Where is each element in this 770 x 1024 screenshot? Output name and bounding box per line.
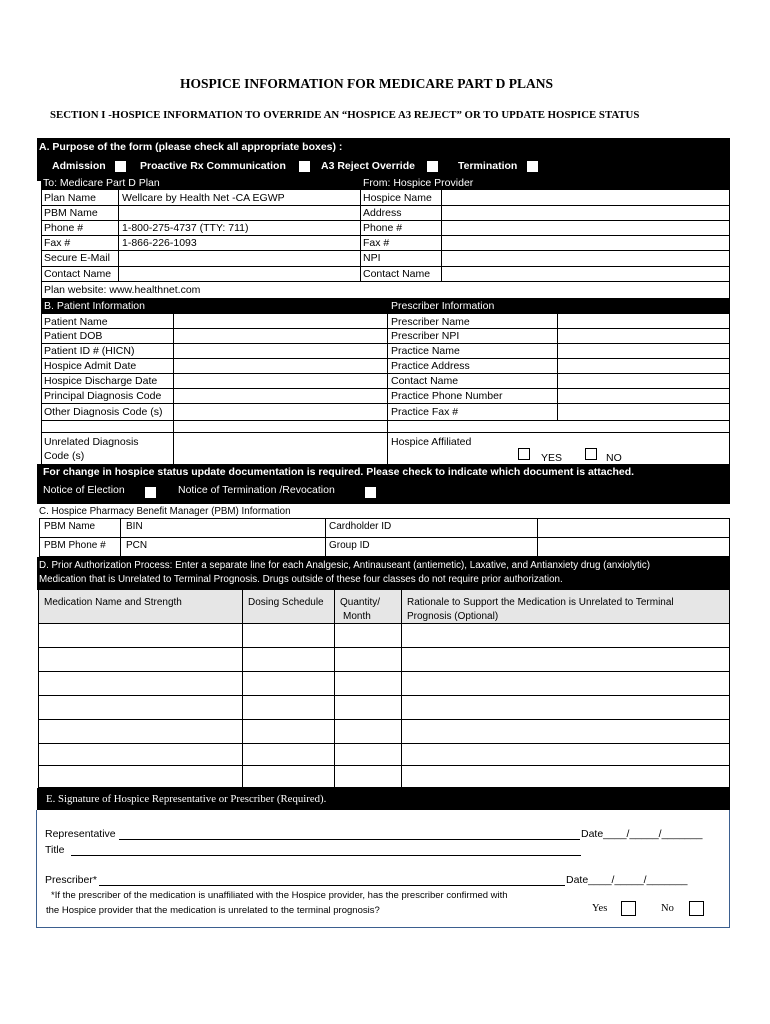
- representative-signature-line[interactable]: [119, 839, 580, 840]
- section-d-line1: D. Prior Authorization Process: Enter a separate line for each Analgesic, Antinauseant (antiemetic), Laxative, and Antianxiety drug (anxiolytic): [39, 560, 650, 571]
- patient-row-label: Patient DOB: [44, 330, 103, 342]
- prescriber-row-label: Practice Fax #: [391, 406, 459, 418]
- hospice-row-label: Contact Name: [363, 268, 431, 280]
- pbm-name-label: PBM Name: [44, 521, 96, 532]
- patient-row-label: Hospice Discharge Date: [44, 375, 158, 387]
- plan-row-value[interactable]: Wellcare by Health Net -CA EGWP: [122, 192, 285, 204]
- affiliated-no-checkbox[interactable]: [585, 448, 597, 460]
- col-rationale: Rationale to Support the Medication is Unrelated to Terminal: [407, 597, 674, 608]
- section-b-header: [41, 298, 730, 314]
- admission-checkbox[interactable]: [115, 161, 126, 172]
- patient-info-title: B. Patient Information: [44, 300, 145, 312]
- status-change-bar: [37, 464, 730, 504]
- to-label: To: Medicare Part D Plan: [43, 177, 160, 189]
- patient-row-label: Patient ID # (HICN): [44, 345, 135, 357]
- confirm-yes-label: Yes: [592, 903, 608, 914]
- footnote-line-1: *If the prescriber of the medication is unaffiliated with the Hospice provider, has the prescriber confirmed with: [51, 890, 508, 901]
- affiliated-no-label: NO: [606, 452, 622, 464]
- patient-row-label: Hospice Admit Date: [44, 360, 137, 372]
- hospice-row-label: NPI: [363, 252, 381, 264]
- col-quantity-month: Month: [343, 611, 371, 622]
- footnote-line-2: the Hospice provider that the medication is unrelated to the terminal prognosis?: [46, 905, 380, 916]
- page-title: HOSPICE INFORMATION FOR MEDICARE PART D PLANS: [180, 76, 554, 91]
- cardholder-id-label: Cardholder ID: [329, 521, 392, 532]
- plan-row-label: Fax #: [44, 237, 71, 249]
- from-label: From: Hospice Provider: [363, 177, 474, 189]
- unrelated-diagnosis-label: Unrelated Diagnosis: [44, 436, 139, 448]
- plan-row-label: Contact Name: [44, 268, 112, 280]
- medication-table: [38, 590, 730, 788]
- notice-election-label: Notice of Election: [43, 484, 125, 496]
- bin-label: BIN: [126, 521, 143, 532]
- patient-row-label: Principal Diagnosis Code: [44, 390, 162, 402]
- purpose-a3-label: A3 Reject Override: [321, 160, 415, 172]
- patient-prescriber-table: [41, 314, 730, 464]
- proactive-checkbox[interactable]: [299, 161, 310, 172]
- prescriber-row-label: Prescriber Name: [391, 316, 470, 328]
- col-rationale-2: Prognosis (Optional): [407, 611, 499, 622]
- prescriber-row-label: Prescriber NPI: [391, 330, 460, 342]
- signature-box: [36, 810, 730, 928]
- hospice-row-label: Fax #: [363, 237, 390, 249]
- title-line[interactable]: [71, 855, 581, 856]
- plan-row-label: Phone #: [44, 222, 84, 234]
- confirm-yes-checkbox[interactable]: [621, 901, 636, 916]
- prescriber-row-label: Practice Phone Number: [391, 390, 503, 402]
- pbm-phone-label: PBM Phone #: [44, 540, 106, 551]
- title-label: Title: [45, 844, 65, 856]
- hospice-row-label: Hospice Name: [363, 192, 432, 204]
- prescriber-info-title: Prescriber Information: [391, 300, 495, 312]
- hospice-affiliated-label: Hospice Affiliated: [391, 436, 472, 448]
- affiliated-yes-label: YES: [541, 452, 563, 464]
- purpose-admission-label: Admission: [52, 160, 106, 172]
- section-d-line2: Medication that is Unrelated to Terminal Prognosis. Drugs outside of these four classes do not require prior authorization.: [39, 574, 563, 585]
- a3-reject-checkbox[interactable]: [427, 161, 438, 172]
- status-change-note: For change in hospice status update documentation is required. Please check to indicate which document is attached.: [43, 466, 635, 478]
- prescriber-label: Prescriber*: [45, 874, 97, 886]
- purpose-termination-label: Termination: [458, 160, 518, 172]
- pbm-table: [39, 518, 730, 557]
- confirm-no-checkbox[interactable]: [689, 901, 704, 916]
- col-quantity: Quantity/: [340, 597, 381, 608]
- group-id-label: Group ID: [329, 540, 370, 551]
- patient-row-label: Other Diagnosis Code (s): [44, 406, 163, 418]
- col-dosing-schedule: Dosing Schedule: [248, 597, 324, 608]
- confirm-no-label: No: [661, 903, 674, 914]
- plan-website: Plan website: www.healthnet.com: [44, 284, 201, 296]
- pcn-label: PCN: [126, 540, 148, 551]
- termination-checkbox[interactable]: [527, 161, 538, 172]
- purpose-proactive-label: Proactive Rx Communication: [140, 160, 286, 172]
- prescriber-row-label: Practice Address: [391, 360, 470, 372]
- unrelated-diagnosis-label-2: Code (s): [44, 450, 85, 462]
- prescriber-row-label: Contact Name: [391, 375, 459, 387]
- to-from-bar: [41, 175, 730, 190]
- prescriber-row-label: Practice Name: [391, 345, 460, 357]
- affiliated-yes-checkbox[interactable]: [518, 448, 530, 460]
- date-1[interactable]: Date____/_____/_______: [581, 828, 703, 840]
- patient-row-label: Patient Name: [44, 316, 108, 328]
- plan-row-value[interactable]: 1-866-226-1093: [122, 237, 197, 249]
- plan-row-label: Plan Name: [44, 192, 96, 204]
- section-c-title: C. Hospice Pharmacy Benefit Manager (PBM) Information: [39, 506, 291, 517]
- plan-row-value[interactable]: 1-800-275-4737 (TTY: 711): [122, 222, 249, 234]
- notice-election-checkbox[interactable]: [145, 487, 156, 498]
- section-e-title: E. Signature of Hospice Representative or Prescriber (Required).: [46, 793, 327, 805]
- hospice-row-label: Phone #: [363, 222, 403, 234]
- date-2[interactable]: Date____/_____/_______: [566, 874, 688, 886]
- page-subtitle: SECTION I -HOSPICE INFORMATION TO OVERRIDE AN “HOSPICE A3 REJECT” OR TO UPDATE HOSPICE STATUS: [50, 109, 640, 121]
- col-medication-name: Medication Name and Strength: [44, 597, 182, 608]
- notice-termination-label: Notice of Termination /Revocation: [178, 484, 335, 496]
- prescriber-signature-line[interactable]: [99, 885, 565, 886]
- section-a-title: A. Purpose of the form (please check all appropriate boxes) :: [39, 141, 343, 153]
- notice-termination-checkbox[interactable]: [365, 487, 376, 498]
- representative-label: Representative: [45, 828, 116, 840]
- section-e-header: [37, 788, 730, 810]
- plan-row-label: Secure E-Mail: [44, 252, 110, 264]
- plan-info-table: [41, 190, 730, 296]
- section-d-header: [37, 557, 730, 590]
- hospice-row-label: Address: [363, 207, 402, 219]
- plan-row-label: PBM Name: [44, 207, 98, 219]
